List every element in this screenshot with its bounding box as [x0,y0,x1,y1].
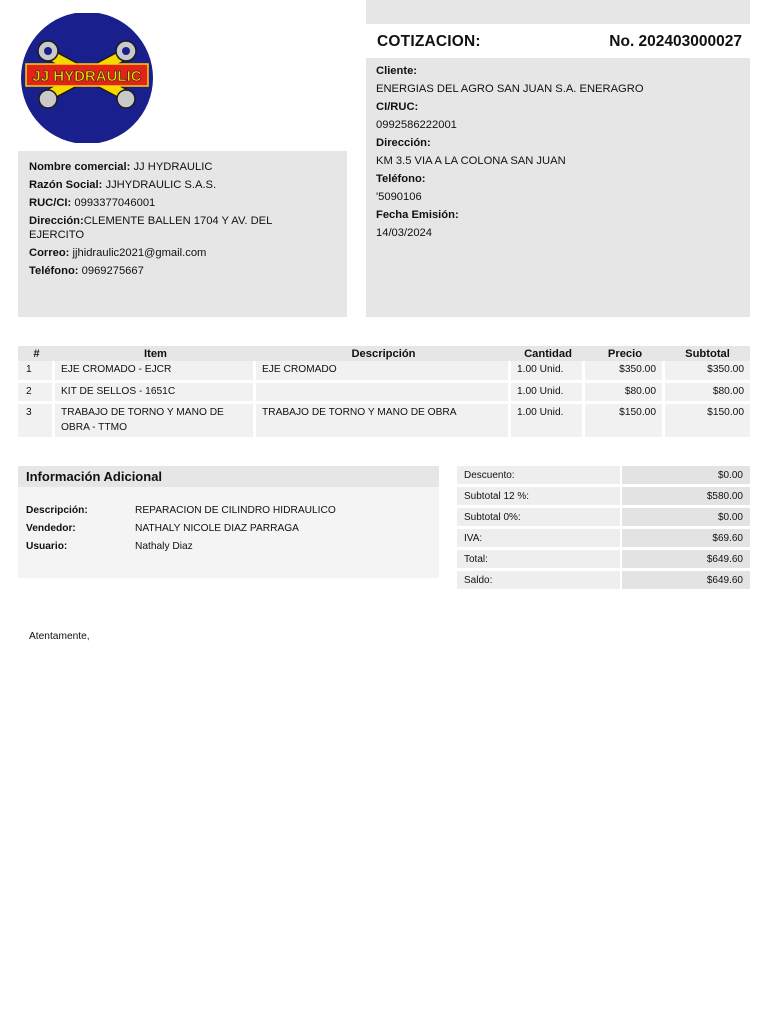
totals-value: $69.60 [620,529,750,547]
razon-social-label: Razón Social: [29,179,103,191]
client-direccion-value: KM 3.5 VIA A LA COLONA SAN JUAN [376,155,566,167]
company-logo [18,13,156,143]
row-subtotal: $150.00 [665,404,750,440]
items-table [18,346,750,440]
table-row [18,404,750,440]
row-subtotal: $350.00 [665,361,750,383]
client-direccion-label: Dirección: [376,137,431,149]
info-vendedor-row [26,523,299,534]
totals-label: Subtotal 12 %: [457,487,620,505]
client-value: ENERGIAS DEL AGRO SAN JUAN S.A. ENERAGRO [376,83,644,95]
row-price: $80.00 [585,383,665,405]
company-correo-row [29,246,336,260]
header-bar [366,0,750,24]
fecha-emision-value: 14/03/2024 [376,227,432,239]
info-usuario-label: Usuario: [26,541,68,552]
row-desc: EJE CROMADO [256,361,511,383]
row-desc: TRABAJO DE TORNO Y MANO DE OBRA [256,404,511,440]
totals-value: $649.60 [620,550,750,568]
row-item: KIT DE SELLOS - 1651C [55,383,256,405]
logo-text: JJ HYDRAULIC [32,68,142,85]
fecha-emision-label: Fecha Emisión: [376,209,459,221]
totals-label: Subtotal 0%: [457,508,620,526]
row-subtotal: $80.00 [665,383,750,405]
company-ruc-value: 0993377046001 [74,197,156,209]
totals-value: $649.60 [620,571,750,589]
row-price: $150.00 [585,404,665,440]
col-header-item: Item [55,346,256,361]
company-telefono-row [29,264,336,278]
row-price: $350.00 [585,361,665,383]
additional-info-title: Información Adicional [18,466,439,487]
client-ruc-label: CI/RUC: [376,101,419,113]
totals-row [457,550,750,568]
row-item: EJE CROMADO - EJCR [55,361,256,383]
company-correo-label: Correo: [29,247,70,259]
totals-label: Descuento: [457,466,620,484]
company-correo-value: jjhidraulic2021@gmail.com [72,247,207,259]
col-header-precio: Precio [585,346,665,361]
client-label: Cliente: [376,65,418,77]
info-usuario-row [26,541,193,552]
totals-table [457,463,750,592]
col-header-cantidad: Cantidad [511,346,585,361]
totals-value: $0.00 [620,508,750,526]
row-qty: 1.00 Unid. [511,404,585,440]
company-direccion-label: Dirección: [29,215,84,227]
table-row [18,383,750,405]
row-num: 2 [18,383,55,405]
company-direccion-row [29,214,336,242]
info-descripcion-label: Descripción: [26,505,88,516]
items-header-row [18,346,750,361]
company-info-panel [18,151,347,317]
additional-info-panel [18,466,439,578]
row-qty: 1.00 Unid. [511,383,585,405]
company-nombre-row [29,160,336,174]
company-razon-row [29,178,336,192]
totals-label: IVA: [457,529,620,547]
col-header-num: # [18,346,55,361]
company-ruc-row [29,196,336,210]
totals-row [457,508,750,526]
info-descripcion-row [26,505,336,516]
row-num: 1 [18,361,55,383]
totals-row [457,529,750,547]
closing-text: Atentamente, [29,631,90,642]
totals-value: $0.00 [620,466,750,484]
company-direccion-value: CLEMENTE BALLEN 1704 Y AV. DEL EJERCITO [29,215,272,241]
client-telefono-label: Teléfono: [376,173,426,185]
col-header-subtotal: Subtotal [665,346,750,361]
info-vendedor-label: Vendedor: [26,523,76,534]
row-desc [256,383,511,405]
info-descripcion-value: REPARACION DE CILINDRO HIDRAULICO [135,505,336,516]
client-info-panel [366,58,750,317]
nombre-comercial-label: Nombre comercial: [29,161,131,173]
client-ruc-value: 0992586222001 [376,119,457,131]
quote-title: COTIZACION: [377,33,481,50]
totals-row [457,466,750,484]
col-header-descripcion: Descripción [256,346,511,361]
client-telefono-value: '5090106 [376,191,422,203]
totals-row [457,487,750,505]
row-item: TRABAJO DE TORNO Y MANO DE OBRA - TTMO [55,404,256,440]
company-telefono-label: Teléfono: [29,265,79,277]
totals-label: Total: [457,550,620,568]
row-qty: 1.00 Unid. [511,361,585,383]
nombre-comercial-value: JJ HYDRAULIC [133,161,213,173]
table-row [18,361,750,383]
info-usuario-value: Nathaly Diaz [135,541,193,552]
totals-value: $580.00 [620,487,750,505]
company-ruc-label: RUC/CI: [29,197,72,209]
totals-row [457,571,750,589]
quote-number: No. 202403000027 [609,33,742,50]
totals-label: Saldo: [457,571,620,589]
info-vendedor-value: NATHALY NICOLE DIAZ PARRAGA [135,523,299,534]
company-telefono-value: 0969275667 [81,265,144,277]
row-num: 3 [18,404,55,440]
razon-social-value: JJHYDRAULIC S.A.S. [105,179,217,191]
